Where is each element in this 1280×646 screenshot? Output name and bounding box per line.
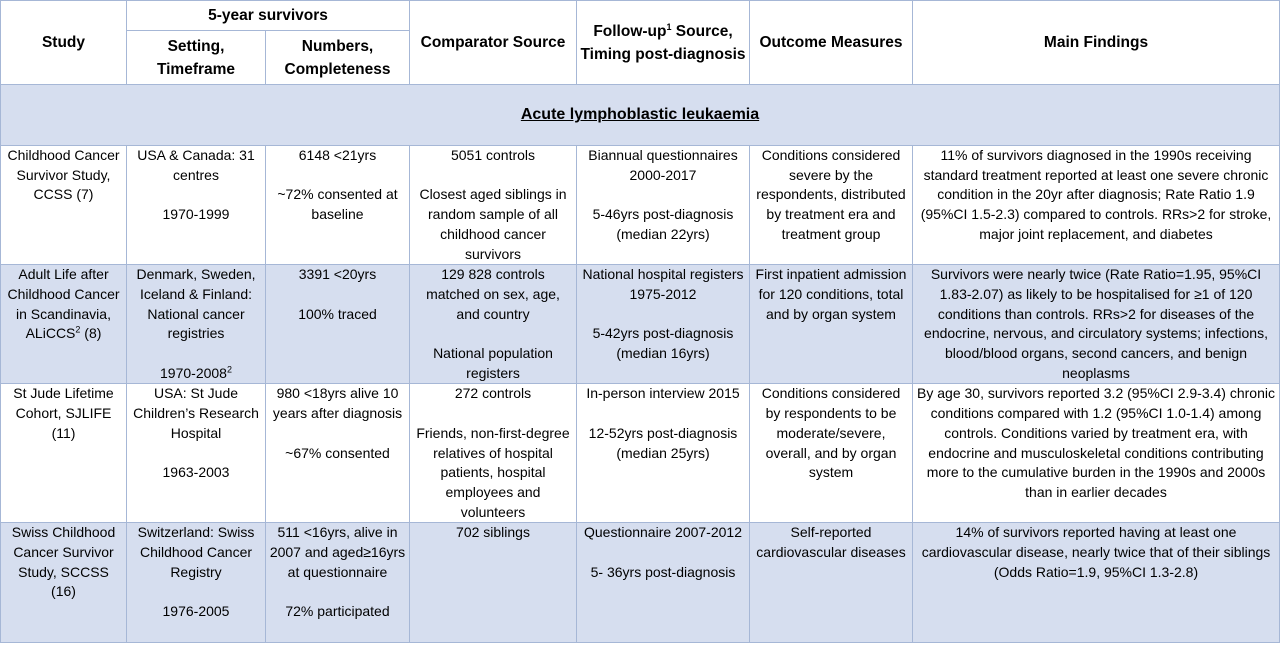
cell-followup <box>577 146 750 265</box>
setting-place: USA: St Jude Children’s Research Hospital <box>133 385 259 441</box>
comparator-count: 129 828 controls matched on sex, age, and country <box>426 266 560 322</box>
section-title <box>1 85 1280 146</box>
cell-outcome: Self-reported cardiovascular diseases <box>750 523 913 643</box>
numbers-count: 980 <18yrs alive 10 years after diagnosis <box>272 385 403 422</box>
cell-findings: 14% of survivors reported having at least one cardiovascular disease, nearly twice that of their siblings (Odds Ratio=1.9, 95%CI 1.3-2.8) <box>913 523 1280 643</box>
comparator-count: 702 siblings <box>456 524 530 541</box>
header-comparator: Comparator Source <box>410 1 577 85</box>
comparator-count: 272 controls <box>454 385 532 402</box>
cell-outcome: Conditions considered severe by the respondents, distributed by treatment era and treatment group <box>750 146 913 265</box>
cell-outcome: First inpatient admission for 120 conditions, total and by organ system <box>750 265 913 384</box>
comparator-source: Friends, non-first-degree relatives of hospital patients, hospital employees and volunteers <box>416 424 570 520</box>
cell-setting <box>127 384 266 523</box>
header-survivors-group: 5-year survivors <box>127 1 410 31</box>
cell-outcome: Conditions considered by respondents to be moderate/severe, overall, and by organ system <box>750 384 913 523</box>
cell-numbers <box>266 265 410 384</box>
cell-numbers <box>266 384 410 523</box>
comparator-source: National population registers <box>433 345 553 381</box>
cell-setting <box>127 146 266 265</box>
study-ref: (8) <box>80 325 102 342</box>
numbers-completeness: 100% traced <box>298 305 377 322</box>
header-outcome: Outcome Measures <box>750 1 913 85</box>
study-name: Adult Life after Childhood Cancer in Scandinavia, ALiCCS <box>7 266 120 342</box>
followup-source: Biannual questionnaires 2000-2017 <box>588 147 738 183</box>
numbers-count: 511 <16yrs, alive in 2007 and aged≥16yrs at questionnaire <box>269 524 406 580</box>
numbers-completeness: ~72% consented at baseline <box>277 186 398 223</box>
cell-followup <box>577 384 750 523</box>
followup-timing: 5- 36yrs post-diagnosis <box>590 563 736 580</box>
setting-sup: 2 <box>226 364 232 375</box>
cell-setting <box>127 265 266 384</box>
header-findings: Main Findings <box>913 1 1280 85</box>
header-followup-text-a: Follow-up <box>593 22 667 40</box>
header-setting: Setting, Timeframe <box>127 31 266 85</box>
table-row <box>1 146 1280 265</box>
followup-source: Questionnaire 2007-2012 <box>583 524 742 541</box>
cell-findings: By age 30, survivors reported 3.2 (95%CI 2.9-3.4) chronic conditions compared with 1.2 (95%CI 1.0-1.4) among controls. Conditions varied by treatment era, with endocrine and musculoskeletal conditions contributing more to the cumulative burden in the 1990s and 2000s than in earlier decades <box>913 384 1280 523</box>
comparator-count: 5051 controls <box>450 147 536 163</box>
section-title-text: Acute lymphoblastic leukaemia <box>520 106 760 124</box>
setting-timeframe: 1970-1999 <box>162 206 230 223</box>
followup-timing: 12-52yrs post-diagnosis (median 25yrs) <box>588 424 738 461</box>
table-row <box>1 384 1280 523</box>
followup-timing: 5-42yrs post-diagnosis (median 16yrs) <box>592 325 734 361</box>
numbers-count: 3391 <20yrs <box>298 266 377 283</box>
cell-setting <box>127 523 266 643</box>
setting-place: Denmark, Sweden, Iceland & Finland: National cancer registries <box>136 266 256 342</box>
numbers-count: 6148 <21yrs <box>298 147 377 163</box>
setting-timeframe: 1976-2005 <box>162 603 230 620</box>
setting-timeframe: 1970-2008 <box>160 364 227 381</box>
cell-comparator <box>410 384 577 523</box>
followup-source: National hospital registers 1975-2012 <box>582 266 744 302</box>
setting-timeframe: 1963-2003 <box>162 464 230 481</box>
numbers-completeness: 72% participated <box>285 603 390 620</box>
header-numbers: Numbers, Completeness <box>266 31 410 85</box>
study-sup: 2 <box>75 324 81 335</box>
setting-place: USA & Canada: 31 centres <box>137 147 255 183</box>
cell-study: Swiss Childhood Cancer Survivor Study, SCCSS (16) <box>1 523 127 643</box>
cell-followup <box>577 265 750 384</box>
numbers-completeness: ~67% consented <box>285 444 390 461</box>
cell-followup <box>577 523 750 643</box>
section-row <box>1 85 1280 146</box>
header-followup <box>577 1 750 85</box>
cell-numbers <box>266 146 410 265</box>
cell-study: St Jude Lifetime Cohort, SJLIFE (11) <box>1 384 127 523</box>
cell-numbers <box>266 523 410 643</box>
cell-comparator <box>410 265 577 384</box>
cell-comparator <box>410 523 577 643</box>
header-study: Study <box>1 1 127 85</box>
cell-findings: Survivors were nearly twice (Rate Ratio=1.95, 95%CI 1.83-2.07) as likely to be hospitalised for ≥1 of 120 conditions than controls. RRs>2 for diseases of the endocrine, nervous, and circulatory systems; infections, blood/blood organs, second cancers, and benign neoplasms <box>913 265 1280 384</box>
cell-study <box>1 265 127 384</box>
header-followup-text-b: Source, Timing post-diagnosis <box>580 22 746 63</box>
header-followup-sup: 1 <box>666 21 672 32</box>
cell-study: Childhood Cancer Survivor Study, CCSS (7) <box>1 146 127 265</box>
comparator-source: Closest aged siblings in random sample of all childhood cancer survivors <box>419 186 567 262</box>
setting-place: Switzerland: Swiss Childhood Cancer Registry <box>137 524 255 580</box>
setting-timeframe-wrap <box>130 364 262 384</box>
table-row <box>1 523 1280 643</box>
followup-timing: 5-46yrs post-diagnosis (median 22yrs) <box>592 206 734 242</box>
cell-comparator <box>410 146 577 265</box>
cell-findings: 11% of survivors diagnosed in the 1990s receiving standard treatment reported at least one severe chronic condition in the 20yr after diagnosis; Rate Ratio 1.9 (95%CI 1.5-2.3) compared to controls. RRs>2 for stroke, major joint replacement, and diabetes <box>913 146 1280 265</box>
table-row <box>1 265 1280 384</box>
followup-source: In-person interview 2015 <box>586 385 740 402</box>
